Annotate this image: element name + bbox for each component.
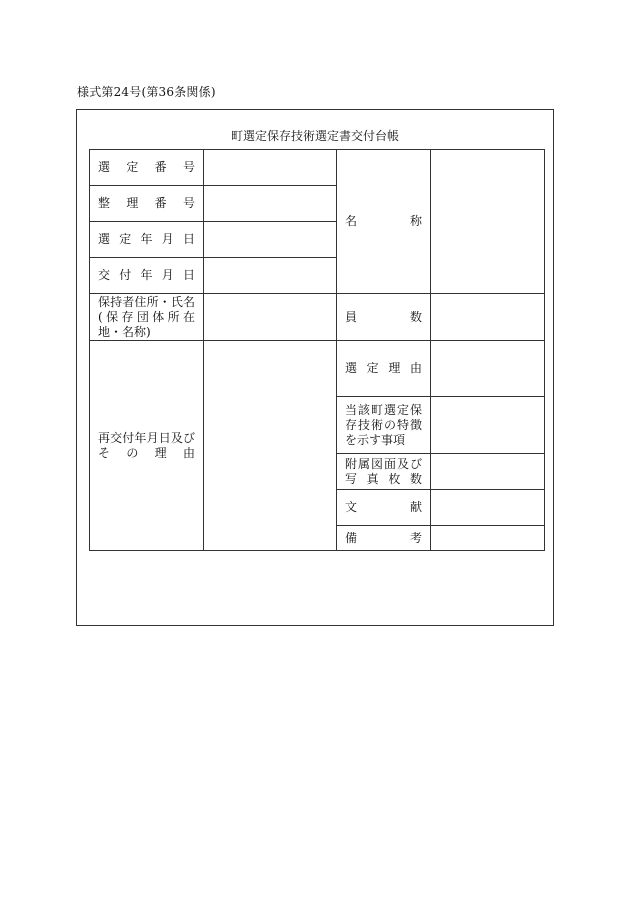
value-name[interactable] [431, 150, 545, 294]
value-literature[interactable] [431, 490, 545, 526]
label-reference-number: 整理番号 [90, 186, 204, 222]
value-remarks[interactable] [431, 526, 545, 551]
label-name: 名称 [337, 150, 431, 294]
reissue-line-1: 再交付年月日及び [98, 430, 195, 445]
attachments-line-2: 写真枚数 [345, 471, 422, 486]
label-features [337, 397, 431, 454]
holder-line-2: (保存団体所在 [98, 309, 195, 324]
value-reissue[interactable] [204, 341, 337, 551]
value-reference-number[interactable] [204, 186, 337, 222]
document-title: 町選定保存技術選定書交付台帳 [230, 129, 399, 143]
features-line-2: 存技術の特徴 [345, 417, 422, 432]
register-table [89, 149, 545, 551]
label-members: 員数 [337, 294, 431, 341]
holder-line-1: 保持者住所・氏名 [98, 294, 195, 309]
value-selection-number[interactable] [204, 150, 337, 186]
value-selection-date[interactable] [204, 222, 337, 258]
value-features[interactable] [431, 397, 545, 454]
label-attachments [337, 454, 431, 490]
attachments-line-1: 附属図面及び [345, 456, 422, 471]
value-members[interactable] [431, 294, 545, 341]
features-line-1: 当該町選定保 [345, 402, 422, 417]
features-line-3: を示す事項 [345, 432, 406, 447]
register-frame [76, 109, 554, 626]
form-number: 様式第24号(第36条関係) [77, 85, 216, 99]
label-remarks: 備考 [337, 526, 431, 551]
value-holder[interactable] [204, 294, 337, 341]
label-holder [90, 294, 204, 341]
value-selection-reason[interactable] [431, 341, 545, 397]
label-selection-reason: 選定理由 [337, 341, 431, 397]
holder-line-3: 地・名称) [98, 324, 151, 339]
label-issue-date: 交付年月日 [90, 258, 204, 294]
label-literature: 文献 [337, 490, 431, 526]
value-attachments[interactable] [431, 454, 545, 490]
label-selection-date: 選定年月日 [90, 222, 204, 258]
label-selection-number: 選定番号 [90, 150, 204, 186]
reissue-line-2: その理由 [98, 445, 195, 460]
label-reissue [90, 341, 204, 551]
value-issue-date[interactable] [204, 258, 337, 294]
